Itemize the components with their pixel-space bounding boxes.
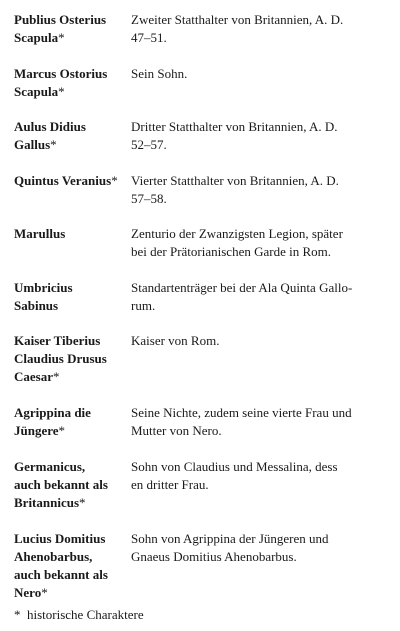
character-entry [14,118,384,172]
historical-marker: * [58,84,65,99]
footnote [14,606,144,624]
character-description: Standartenträger bei der Ala Quinta Gallo- rum. [131,280,353,313]
character-entry [14,530,384,602]
character-entry [14,332,384,404]
character-description: Dritter Statthalter von Britannien, A. D. 52–57. [131,119,338,152]
character-description: Seine Nichte, zudem seine vierte Frau und Mutter von Nero. [131,405,352,438]
character-name: Agrippina die Jüngere* [14,405,91,438]
character-list [14,11,384,602]
historical-marker: * [58,30,65,45]
character-name: Lucius Domitius Ahenobarbus, auch bekannt als Nero* [14,531,108,600]
historical-marker: * [41,585,48,600]
character-description: Vierter Statthalter von Britannien, A. D. 57–58. [131,173,339,206]
character-entry [14,404,384,458]
character-name: Marcus Ostorius Scapula* [14,66,108,99]
character-description: Sohn von Claudius und Messalina, dess en dritter Frau. [131,459,338,492]
character-entry [14,172,384,225]
character-entry [14,225,384,279]
character-description: Zenturio der Zwanzigsten Legion, später bei der Prätorianischen Garde in Rom. [131,226,343,259]
character-name: Marullus [14,226,66,241]
character-name: Aulus Didius Gallus* [14,119,86,152]
footnote-text: historische Charaktere [27,607,144,622]
character-description: Sohn von Agrippina der Jüngeren und Gnaeus Domitius Ahenobarbus. [131,531,329,564]
historical-marker: * [53,369,60,384]
historical-marker: * [111,173,118,188]
character-description: Zweiter Statthalter von Britannien, A. D. 47–51. [131,12,344,45]
historical-marker: * [79,495,86,510]
footnote-symbol: * [14,607,21,622]
character-name: Publius Osterius Scapula* [14,12,107,45]
character-description: Sein Sohn. [131,66,188,81]
historical-marker: * [50,137,57,152]
character-name: Germanicus, auch bekannt als Britannicus* [14,459,108,510]
character-name: Umbricius Sabinus [14,280,73,313]
character-name: Quintus Veranius* [14,173,118,188]
character-entry [14,11,384,65]
character-entry [14,458,384,530]
character-entry [14,65,384,118]
character-name: Kaiser Tiberius Claudius Drusus Caesar* [14,333,107,384]
character-description: Kaiser von Rom. [131,333,220,348]
character-entry [14,279,384,332]
historical-marker: * [58,423,66,438]
